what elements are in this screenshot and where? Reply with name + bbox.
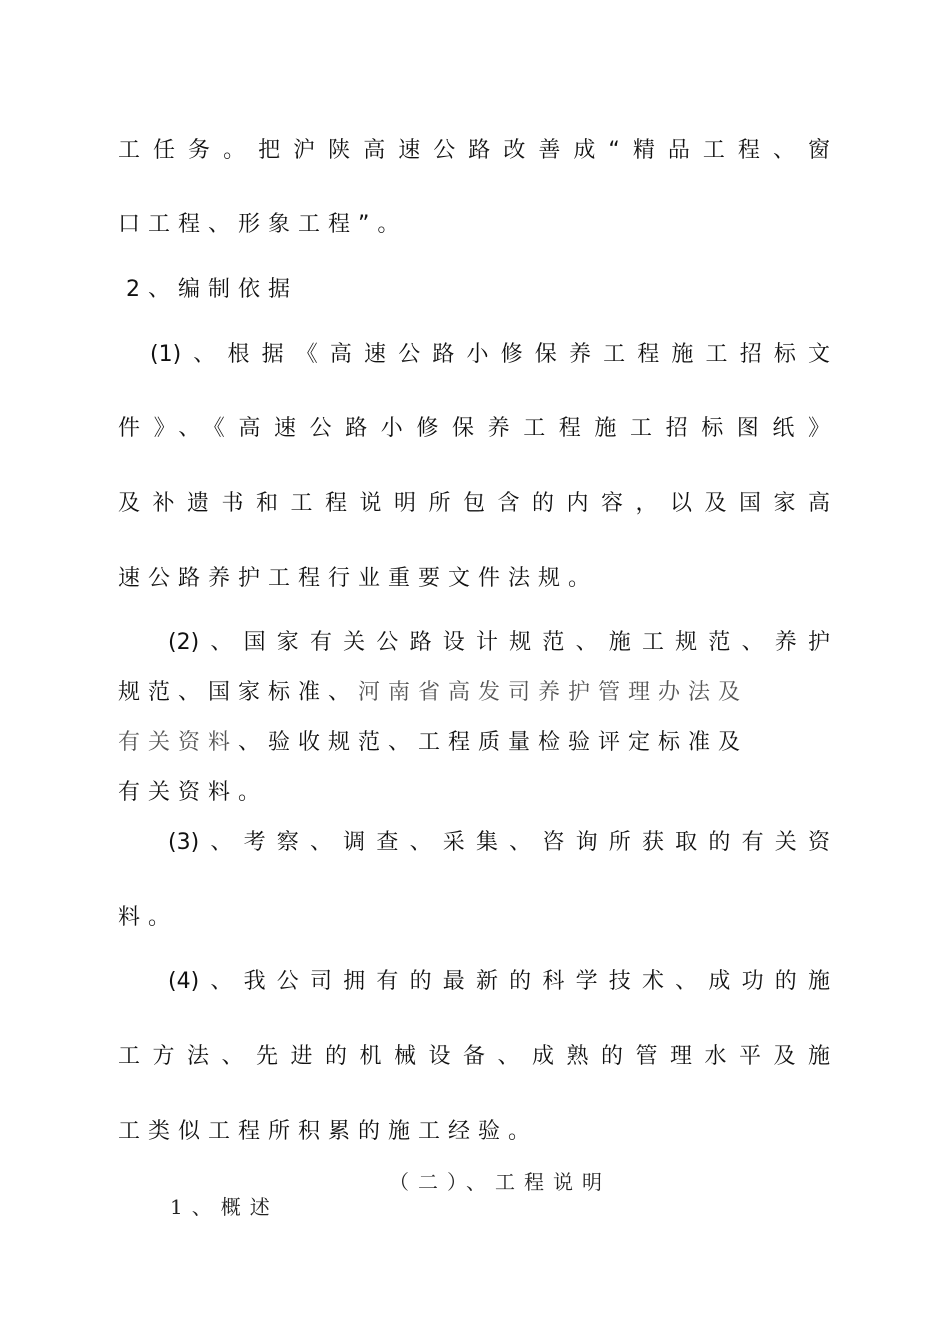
body-line: 口工程、形象工程”。 [118, 212, 408, 237]
section-heading: （二）、工程说明 [389, 1170, 611, 1194]
subsection-heading: 1、概述 [170, 1195, 279, 1219]
body-line: 及补遗书和工程说明所包含的内容，以及国家高 [118, 491, 830, 516]
text-segment: 河南省高发司养护管理办法及 [358, 680, 749, 705]
text-segment: 有关资料 [118, 730, 239, 755]
section-heading-2: 2、编制依据 [126, 277, 298, 302]
text-segment: 、验收规范、工程质量检验评定标准及 [238, 730, 749, 755]
body-line: 工任务。把沪陕高速公路改善成“精品工程、窗 [118, 138, 830, 163]
body-line: 件》、《高速公路小修保养工程施工招标图纸》 [118, 416, 830, 441]
body-line: (1)、根据《高速公路小修保养工程施工招标文 [150, 342, 830, 367]
body-line: 工方法、先进的机械设备、成熟的管理水平及施 [118, 1044, 830, 1069]
body-line: (3)、考察、调查、采集、咨询所获取的有关资 [168, 830, 830, 855]
body-line: 料。 [118, 905, 179, 930]
body-line: 有关资料。 [118, 780, 269, 805]
body-line: 速公路养护工程行业重要文件法规。 [118, 566, 599, 591]
body-line: 工类似工程所积累的施工经验。 [118, 1119, 539, 1144]
text-segment: 规范、国家标准、 [118, 680, 359, 705]
body-line: (4)、我公司拥有的最新的科学技术、成功的施 [168, 969, 830, 994]
body-line-mixed [118, 679, 830, 707]
body-line: (2)、国家有关公路设计规范、施工规范、养护 [168, 630, 830, 655]
body-line-mixed [118, 729, 830, 757]
